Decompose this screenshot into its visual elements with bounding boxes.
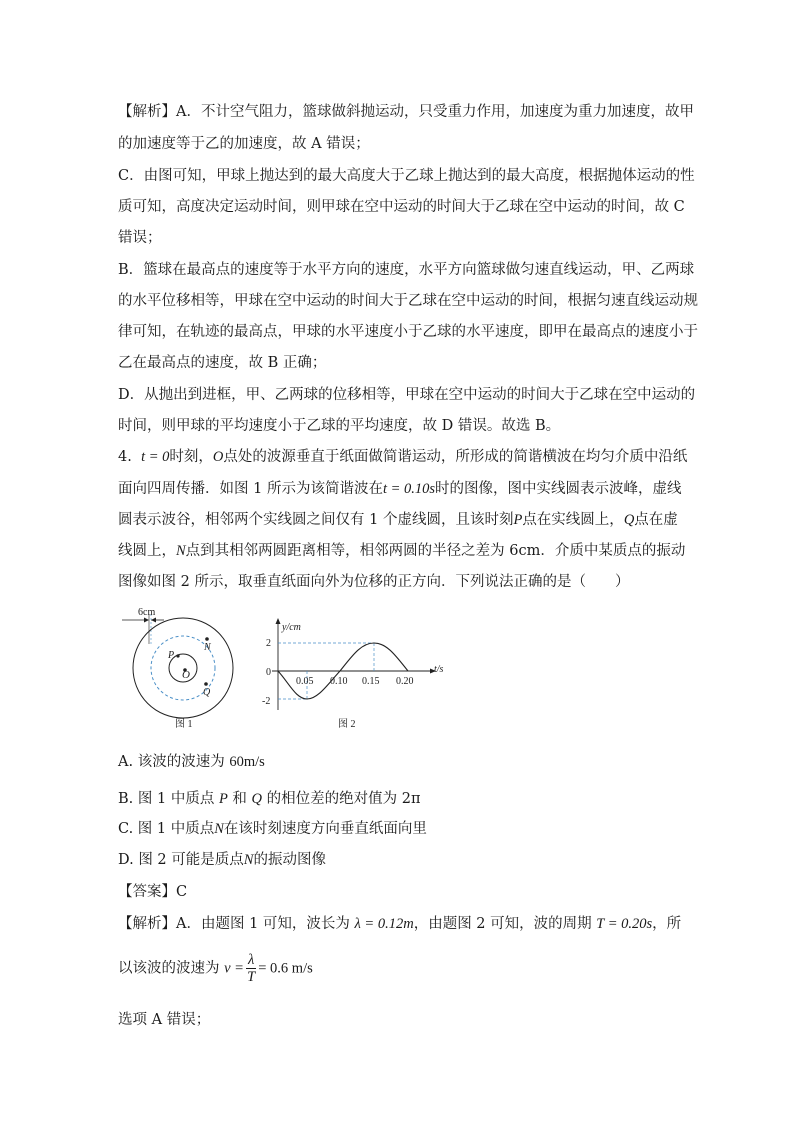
option-a: A. 该波的波速为 60m/s [118,754,265,770]
svg-text:P: P [168,650,175,661]
svg-text:0: 0 [266,667,271,678]
question-line: 圆表示波谷，相邻两个实线圆之间仅有 1 个虚线圆，且该时刻P点在实线圆上，Q点在虚 [118,512,678,528]
svg-text:t/s: t/s [434,664,444,675]
svg-text:y/cm: y/cm [282,622,301,633]
svg-text:2: 2 [266,638,271,649]
answer-line: 【答案】C [118,884,188,900]
fraction: $\frac{\lambda}{T}$ [247,952,256,985]
text-line: 的水平位移相等，甲球在空中运动的时间大于乙球在空中运动的时间，根据匀速直线运动规 [118,293,698,309]
svg-text:0.15: 0.15 [362,676,380,687]
dim-label: 6cm [138,607,156,618]
figure-2 [258,616,458,734]
question-line: 面向四周传播．如图 1 所示为该简谐波在t = 0.10s时的图像，图中实线圆表示波峰，虚线 [118,481,682,497]
svg-text:O: O [182,669,190,681]
text-line: 律可知，在轨迹的最高点，甲球的水平速度小于乙球的水平速度，即甲在最高点的速度小于 [118,324,698,340]
text-line: 乙在最高点的速度，故 B 正确； [118,355,327,371]
crest-circle-outer [133,618,233,718]
svg-text:N: N [204,642,211,653]
analysis-line: 以该波的波速为 v = $\frac{\lambda}{T}$ = 0.6 m/s [118,952,313,985]
text-line: C．由图可知，甲球上抛达到的最大高度大于乙球上抛达到的最大高度，根据抛体运动的性 [118,168,695,184]
analysis-line: 选项 A 错误； [118,1012,211,1028]
text-line: 【解析】A．不计空气阻力，篮球做斜抛运动，只受重力作用，加速度为重力加速度，故甲 [118,104,694,120]
option-d: D. 图 2 可能是质点N的振动图像 [118,852,326,868]
svg-text:0.20: 0.20 [396,676,414,687]
figure-1-caption: 图 1 [175,719,193,730]
text-line: B．篮球在最高点的速度等于水平方向的速度，水平方向篮球做匀速直线运动，甲、乙两球 [118,262,695,278]
figure-1 [118,604,248,732]
svg-text:0.10: 0.10 [330,676,348,687]
text-line: 质可知，高度决定运动时间，则甲球在空中运动的时间大于乙球在空中运动的时间，故 C [118,199,685,215]
svg-text:0.05: 0.05 [296,676,314,687]
question-line: 图像如图 2 所示，取垂直纸面向外为位移的正方向．下列说法正确的是（ ） [118,574,630,590]
analysis-line: 【解析】A．由题图 1 可知，波长为 λ = 0.12m，由题图 2 可知，波的周期 T = 0.20s，所 [118,916,682,932]
text-line: 的加速度等于乙的加速度，故 A 错误； [118,136,370,152]
svg-text:Q: Q [203,687,211,698]
text-line: D．从抛出到进框，甲、乙两球的位移相等，甲球在空中运动的时间大于乙球在空中运动的 [118,387,696,403]
point-q [204,682,208,686]
question-line: 4. t = 0时刻，O点处的波源垂直于纸面做简谐运动，所形成的简谐横波在均匀介质中沿纸 [118,449,688,465]
question-line: 线圆上，N点到其相邻两圆距离相等，相邻两圆的半径之差为 6cm．介质中某质点的振动 [118,543,686,559]
figure-2-caption: 图 2 [338,719,356,730]
text-line: 时间，则甲球的平均速度小于乙球的平均速度，故 D 错误。故选 B。 [118,418,561,434]
option-b: B. 图 1 中质点 P 和 Q 的相位差的绝对值为 2π [118,791,421,807]
svg-text:-2: -2 [262,696,271,707]
option-c: C. 图 1 中质点N在该时刻速度方向垂直纸面向里 [118,821,427,837]
point-p [176,654,179,657]
text-line: 错误； [118,230,162,246]
point-n [205,637,209,641]
